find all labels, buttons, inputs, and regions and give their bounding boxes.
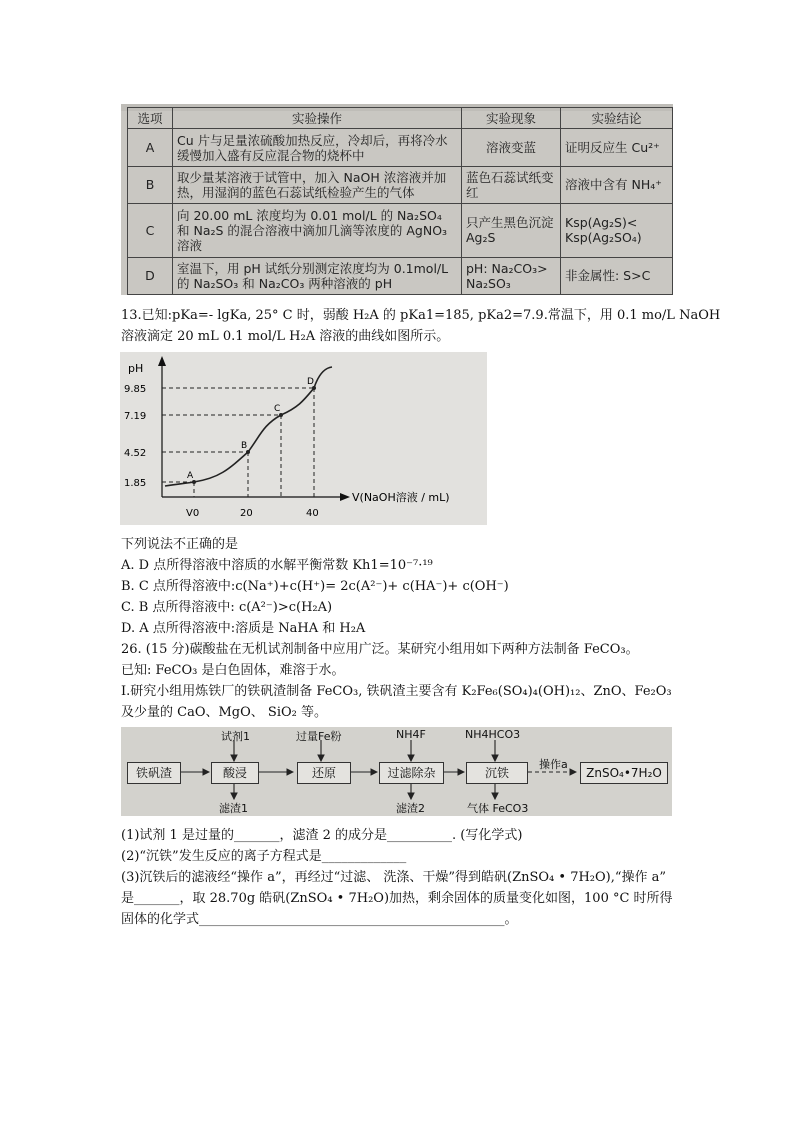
table-cell: 室温下，用 pH 试纸分别测定浓度均为 0.1mol/L 的 Na₂SO₃ 和 Na₂CO₃ 两种溶液的 pH (173, 257, 462, 294)
table-cell: pH: Na₂CO₃> Na₂SO₃ (462, 257, 561, 294)
y-axis-label: pH (128, 362, 144, 375)
y-tick-label: 9.85 (124, 384, 147, 395)
table-row (128, 204, 673, 257)
q26-sub3a: (3)沉铁后的滤液经“操作 a”，再经过“过滤、 洗涤、干燥”得到皓矾(ZnSO₄ • 7H₂O),“操作 a” (121, 870, 667, 885)
table-cell: A (128, 129, 173, 166)
q13-option-b: B. C 点所得溶液中:c(Na⁺)+c(H⁺)= 2c(A²⁻)+ c(HA⁻)+ c(OH⁻) (121, 579, 509, 594)
titration-graph (120, 352, 487, 525)
point-label: A (187, 471, 194, 481)
points (187, 377, 316, 484)
q26-line4: 及少量的 CaO、MgO、 SiO₂ 等。 (121, 705, 327, 720)
y-tick-label: 7.19 (124, 411, 147, 422)
y-tick-label: 1.85 (124, 478, 147, 489)
experiment-table (127, 107, 673, 295)
y-axis-arrow (158, 356, 166, 366)
flowchart (121, 727, 672, 816)
table-cell: 非金属性: S>C (561, 257, 673, 294)
table-cell: Ksp(Ag₂S)< Ksp(Ag₂SO₄) (561, 204, 673, 257)
flow-box-product: ZnSO₄•7H₂O (580, 762, 668, 784)
table-cell: 只产生黑色沉淀 Ag₂S (462, 204, 561, 257)
table-row (128, 166, 673, 203)
q13-option-d: D. A 点所得溶液中:溶质是 NaHA 和 H₂A (121, 621, 366, 636)
table-header-phenomenon: 实验现象 (462, 108, 561, 129)
table-header-conclusion: 实验结论 (561, 108, 673, 129)
point-label: D (307, 377, 314, 387)
q26-sub2: (2)“沉铁”发生反应的离子方程式是_____________ (121, 849, 407, 864)
q13-line1: 13.已知:pKa=- lgKa, 25° C 时，弱酸 H₂A 的 pKa1=185, pKa2=7.9.常温下，用 0.1 mo/L NaOH (121, 308, 721, 323)
titration-svg (120, 352, 487, 525)
table-header-operation: 实验操作 (173, 108, 462, 129)
flow-box-acid-leach: 酸浸 (211, 762, 259, 784)
flow-box-filter: 过滤除杂 (379, 762, 444, 784)
q13-option-c: C. B 点所得溶液中: c(A²⁻)>c(H₂A) (121, 600, 333, 615)
x-tick-label: V0 (186, 508, 200, 519)
flow-box-reduce: 还原 (297, 762, 351, 784)
table-cell: D (128, 257, 173, 294)
x-tick-label: 20 (240, 508, 253, 519)
table-header-option: 选项 (128, 108, 173, 129)
table-cell: 溶液中含有 NH₄⁺ (561, 166, 673, 203)
table-cell: Cu 片与足量浓硫酸加热反应，冷却后，再将冷水缓慢加入盛有反应混合物的烧杯中 (173, 129, 462, 166)
flow-box-precipitate: 沉铁 (466, 762, 528, 784)
guide-lines (162, 388, 314, 497)
x-axis-arrow (340, 493, 350, 501)
q26-line3: I.研究小组用炼铁厂的铁矾渣制备 FeCO₃, 铁矾渣主要含有 K₂Fe₆(SO₄)₄(OH)₁₂、ZnO、Fe₂O₃ (121, 684, 672, 699)
q26-sub3c: 固体的化学式_______________________________________________。 (121, 912, 518, 927)
table-cell: 溶液变蓝 (462, 129, 561, 166)
flow-box-raw: 铁矾渣 (127, 762, 181, 784)
q26-line1: 26. (15 分)碳酸盐在无机试剂制备中应用广泛。某研究小组用如下两种方法制备 FeCO₃。 (121, 642, 639, 657)
experiment-table-photo (121, 104, 673, 295)
q26-line2: 已知: FeCO₃ 是白色固体，难溶于水。 (121, 663, 345, 678)
table-row (128, 257, 673, 294)
flow-label-reagent1: 试剂1 (221, 730, 250, 743)
flow-label-residue2: 滤渣2 (396, 802, 425, 815)
point-label: C (274, 404, 281, 414)
flow-label-fe: 过量Fe粉 (296, 730, 342, 743)
y-tick-label: 4.52 (124, 448, 147, 459)
table-cell: B (128, 166, 173, 203)
flow-label-residue1: 滤渣1 (219, 802, 248, 815)
table-cell: C (128, 204, 173, 257)
table-cell: 蓝色石蕊试纸变红 (462, 166, 561, 203)
q26-sub3b: 是_______，取 28.70g 皓矾(ZnSO₄ • 7H₂O)加热，剩余固体的质量变化如图，100 °C 时所得 (121, 891, 673, 906)
table-cell: 取少量某溶液于试管中，加入 NaOH 浓溶液并加热，用湿润的蓝色石蕊试纸检验产生的气体 (173, 166, 462, 203)
flow-label-operation-a: 操作a (539, 758, 568, 771)
point-label: B (241, 441, 248, 451)
table-row (128, 129, 673, 166)
table-cell: 向 20.00 mL 浓度均为 0.01 mol/L 的 Na₂SO₄ 和 Na₂S 的混合溶液中滴加几滴等浓度的 AgNO₃ 溶液 (173, 204, 462, 257)
q13-option-a: A. D 点所得溶液中溶质的水解平衡常数 Kh1=10⁻⁷·¹⁹ (121, 558, 433, 573)
q26-sub1: (1)试剂 1 是过量的_______，滤渣 2 的成分是__________. (写化学式) (121, 828, 523, 843)
q13-prompt: 下列说法不正确的是 (121, 537, 239, 552)
flow-label-nh4hco3: NH4HCO3 (465, 728, 521, 741)
q13-line2: 溶液滴定 20 mL 0.1 mol/L H₂A 溶液的曲线如图所示。 (121, 329, 450, 344)
x-tick-label: 40 (306, 508, 319, 519)
table-cell: 证明反应生 Cu²⁺ (561, 129, 673, 166)
flow-label-nh4f: NH4F (396, 728, 426, 741)
flow-label-gas-feco3: 气体 FeCO3 (467, 802, 529, 815)
x-axis-label: V(NaOH溶液 / mL) (352, 491, 450, 504)
